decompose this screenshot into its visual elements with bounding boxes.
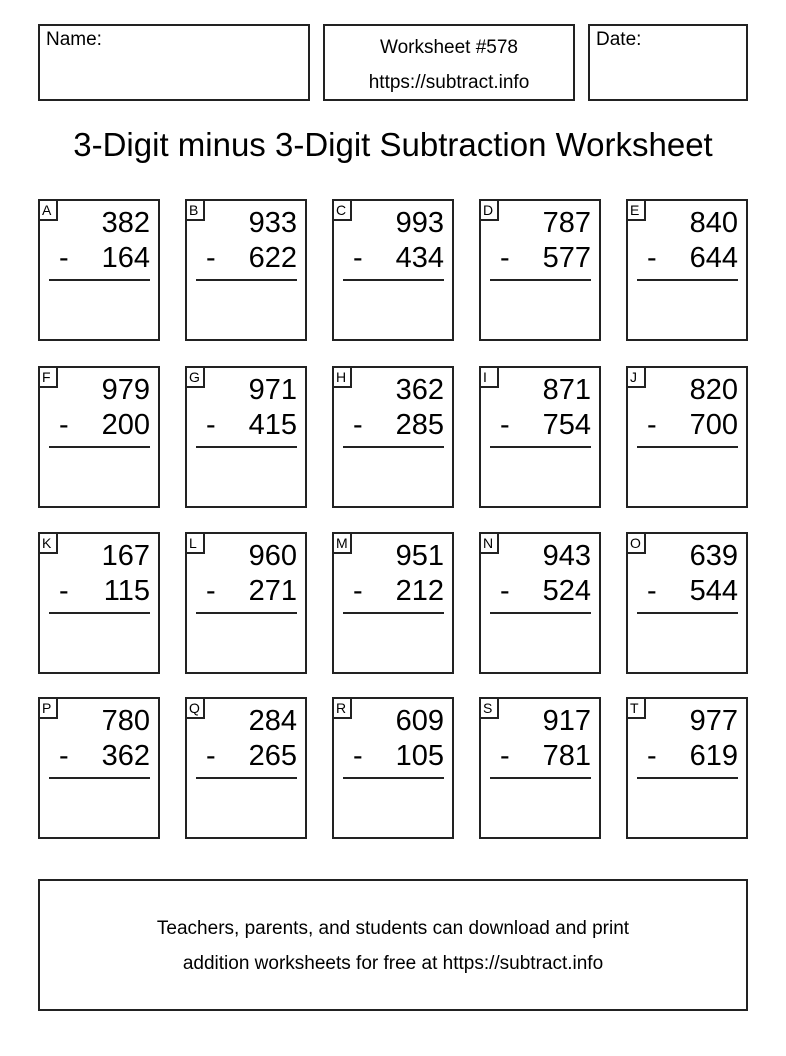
minuend: 933	[248, 207, 297, 239]
problem-label: I	[479, 366, 499, 388]
problem-label: H	[332, 366, 352, 388]
problem-card[interactable]	[626, 199, 748, 341]
minuend: 871	[542, 374, 591, 406]
problem-card[interactable]	[479, 366, 601, 508]
minus-sign: -	[353, 242, 363, 274]
answer-line	[490, 612, 591, 614]
minus-sign: -	[500, 242, 510, 274]
minuend: 780	[101, 705, 150, 737]
subtrahend: 164	[101, 242, 150, 274]
problem-card[interactable]	[479, 532, 601, 674]
site-url: https://subtract.info	[368, 72, 530, 93]
problem-label: Q	[185, 697, 205, 719]
worksheet-info-box	[323, 24, 575, 101]
subtrahend: 212	[395, 575, 444, 607]
subtrahend: 754	[542, 409, 591, 441]
minuend: 979	[101, 374, 150, 406]
problem-card[interactable]	[626, 697, 748, 839]
minus-sign: -	[500, 575, 510, 607]
problem-card[interactable]	[185, 199, 307, 341]
minus-sign: -	[500, 740, 510, 772]
problem-card[interactable]	[185, 697, 307, 839]
subtrahend: 285	[395, 409, 444, 441]
answer-line	[49, 612, 150, 614]
minus-sign: -	[500, 409, 510, 441]
minuend: 993	[395, 207, 444, 239]
minus-sign: -	[647, 740, 657, 772]
problem-label: L	[185, 532, 205, 554]
minus-sign: -	[59, 740, 69, 772]
problem-label: J	[626, 366, 646, 388]
problem-card[interactable]	[332, 697, 454, 839]
minus-sign: -	[59, 575, 69, 607]
problem-label: R	[332, 697, 352, 719]
problem-card[interactable]	[185, 366, 307, 508]
subtrahend: 622	[248, 242, 297, 274]
minuend: 639	[689, 540, 738, 572]
problem-card[interactable]	[332, 199, 454, 341]
subtrahend: 362	[101, 740, 150, 772]
worksheet-number: Worksheet #578	[379, 37, 518, 58]
problem-label: F	[38, 366, 58, 388]
minus-sign: -	[353, 409, 363, 441]
minus-sign: -	[206, 575, 216, 607]
minuend: 362	[395, 374, 444, 406]
minuend: 971	[248, 374, 297, 406]
subtrahend: 434	[395, 242, 444, 274]
problem-card[interactable]	[38, 366, 160, 508]
subtrahend: 524	[542, 575, 591, 607]
answer-line	[637, 612, 738, 614]
problem-label: C	[332, 199, 352, 221]
answer-line	[637, 279, 738, 281]
date-label: Date:	[596, 29, 642, 50]
page-title: 3-Digit minus 3-Digit Subtraction Worksheet	[73, 126, 713, 163]
date-field[interactable]	[588, 24, 748, 101]
name-field[interactable]	[38, 24, 310, 101]
answer-line	[343, 777, 444, 779]
problem-card[interactable]	[38, 532, 160, 674]
answer-line	[343, 612, 444, 614]
minuend: 284	[248, 705, 297, 737]
minus-sign: -	[647, 409, 657, 441]
problem-card[interactable]	[626, 532, 748, 674]
subtrahend: 265	[248, 740, 297, 772]
answer-line	[490, 279, 591, 281]
problem-card[interactable]	[332, 366, 454, 508]
subtrahend: 271	[248, 575, 297, 607]
minus-sign: -	[353, 575, 363, 607]
footer-line-2: addition worksheets for free at https://subtract.info	[182, 953, 604, 974]
minus-sign: -	[647, 575, 657, 607]
answer-line	[343, 446, 444, 448]
minuend: 960	[248, 540, 297, 572]
problem-card[interactable]	[332, 532, 454, 674]
minuend: 977	[689, 705, 738, 737]
problem-card[interactable]	[38, 199, 160, 341]
name-label: Name:	[46, 29, 102, 50]
problem-label: T	[626, 697, 646, 719]
problem-label: S	[479, 697, 499, 719]
problem-label: M	[332, 532, 352, 554]
answer-line	[49, 446, 150, 448]
minus-sign: -	[353, 740, 363, 772]
subtrahend: 544	[689, 575, 738, 607]
minus-sign: -	[59, 242, 69, 274]
minuend: 382	[101, 207, 150, 239]
minus-sign: -	[206, 740, 216, 772]
problem-card[interactable]	[185, 532, 307, 674]
minuend: 951	[395, 540, 444, 572]
answer-line	[343, 279, 444, 281]
minuend: 943	[542, 540, 591, 572]
problem-label: K	[38, 532, 58, 554]
problem-card[interactable]	[38, 697, 160, 839]
problem-card[interactable]	[626, 366, 748, 508]
answer-line	[49, 279, 150, 281]
problem-label: B	[185, 199, 205, 221]
problem-card[interactable]	[479, 199, 601, 341]
subtrahend: 577	[542, 242, 591, 274]
minuend: 167	[101, 540, 150, 572]
answer-line	[196, 279, 297, 281]
answer-line	[49, 777, 150, 779]
answer-line	[196, 777, 297, 779]
subtrahend: 644	[689, 242, 738, 274]
minuend: 787	[542, 207, 591, 239]
problem-label: G	[185, 366, 205, 388]
answer-line	[490, 777, 591, 779]
subtrahend: 781	[542, 740, 591, 772]
problem-label: N	[479, 532, 499, 554]
minus-sign: -	[206, 242, 216, 274]
answer-line	[637, 446, 738, 448]
answer-line	[196, 612, 297, 614]
problem-card[interactable]	[479, 697, 601, 839]
subtrahend: 200	[101, 409, 150, 441]
minuend: 820	[689, 374, 738, 406]
problem-label: O	[626, 532, 646, 554]
subtrahend: 115	[103, 575, 150, 607]
subtrahend: 700	[689, 409, 738, 441]
answer-line	[196, 446, 297, 448]
minus-sign: -	[206, 409, 216, 441]
answer-line	[490, 446, 591, 448]
problem-label: P	[38, 697, 58, 719]
footer-line-1: Teachers, parents, and students can download and print	[156, 918, 630, 939]
footer-box	[38, 879, 748, 1011]
minus-sign: -	[59, 409, 69, 441]
minus-sign: -	[647, 242, 657, 274]
minuend: 917	[542, 705, 591, 737]
answer-line	[637, 777, 738, 779]
problem-label: A	[38, 199, 58, 221]
problem-label: D	[479, 199, 499, 221]
minuend: 840	[689, 207, 738, 239]
minuend: 609	[395, 705, 444, 737]
subtrahend: 415	[248, 409, 297, 441]
problem-label: E	[626, 199, 646, 221]
subtrahend: 619	[689, 740, 738, 772]
subtrahend: 105	[395, 740, 444, 772]
